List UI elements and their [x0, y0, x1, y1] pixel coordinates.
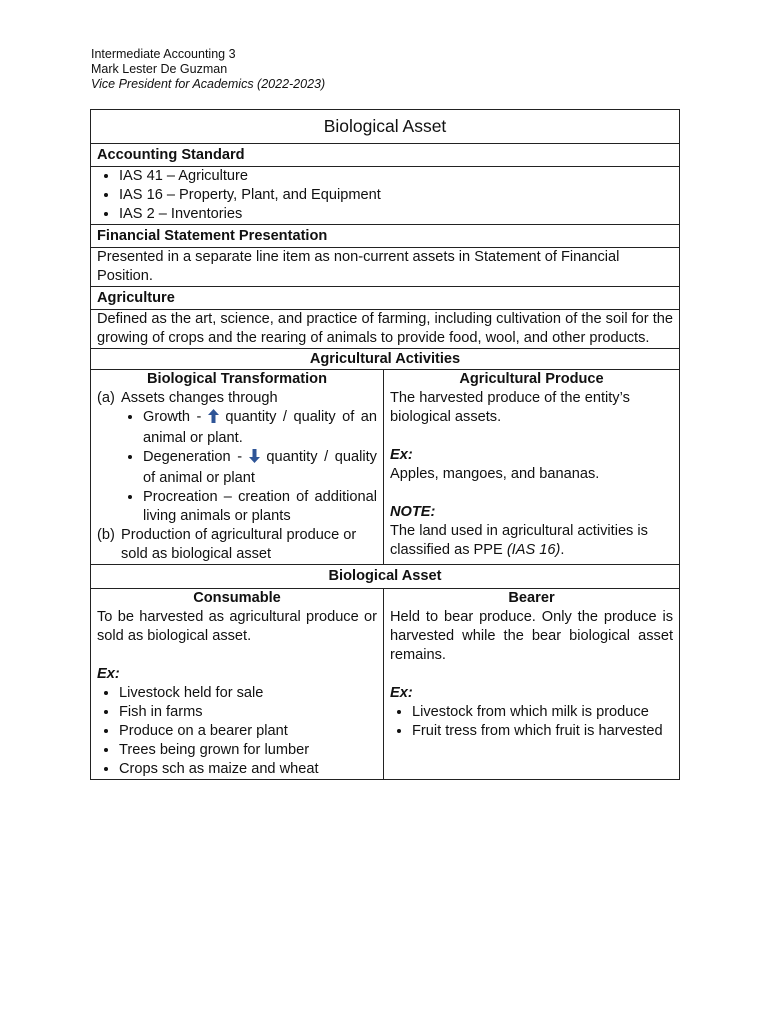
list-item: • Produce on a bearer plant: [119, 722, 377, 741]
consumable-heading: Consumable: [193, 590, 281, 606]
note-end: .: [560, 542, 565, 558]
bearer-example-list: [390, 703, 673, 741]
accounting-standard-list: [97, 167, 673, 224]
bearer-definition: Held to bear produce. Only the produce is harvested while the bear biological asset remains.: [390, 609, 674, 663]
bearer-example-label: Ex:: [390, 685, 413, 701]
item-text: Assets changes through: [121, 390, 278, 406]
list-item: • IAS 16 – Property, Plant, and Equipment: [119, 186, 673, 205]
accounting-standard-list-cell: [91, 167, 680, 225]
transformation-item-a: [97, 389, 377, 408]
course-name: Intermediate Accounting 3: [91, 47, 236, 61]
produce-example-text: Apples, mangoes, and bananas.: [390, 466, 600, 482]
agricultural-produce-heading: Agricultural Produce: [459, 371, 604, 387]
growth-text: quantity / quality of an animal or plant.: [143, 409, 377, 446]
document-header: [91, 47, 325, 92]
procreation-item: • Procreation – creation of additional living animals or plants: [143, 488, 377, 526]
biological-asset-heading: Biological Asset: [91, 565, 680, 589]
biological-transformation-heading: Biological Transformation: [146, 371, 327, 387]
growth-item: [143, 408, 377, 448]
item-text: Production of agricultural produce or sold as biological asset: [121, 527, 357, 562]
produce-note-label: NOTE:: [390, 504, 436, 520]
item-label: (a): [97, 390, 115, 406]
agricultural-activities-heading: Agricultural Activities: [91, 349, 680, 370]
transformation-sub-list: [97, 408, 377, 526]
consumable-example-list: [97, 684, 377, 779]
fs-presentation-text: Presented in a separate line item as non-current assets in Statement of Financial Position.: [91, 248, 680, 287]
bearer-heading: Bearer: [508, 590, 555, 606]
author-role: Vice President for Academics (2022-2023): [91, 77, 326, 91]
arrow-up-icon: [208, 409, 219, 429]
list-item: • Fish in farms: [119, 703, 377, 722]
note-body: The land used in agricultural activities is classified as PPE: [390, 523, 648, 558]
list-item: • Livestock held for sale: [119, 684, 377, 703]
list-item: • Crops sch as maize and wheat: [119, 760, 377, 779]
arrow-down-icon: [249, 449, 260, 469]
table-title: Biological Asset: [91, 110, 680, 144]
produce-definition: The harvested produce of the entity’s biological assets.: [390, 390, 630, 425]
item-label: (b): [97, 527, 115, 543]
agriculture-text: Defined as the art, science, and practice of farming, including cultivation of the soil for the growing of crops and the rearing of animals to provide food, wool, and other products.: [91, 310, 680, 349]
degeneration-label: Degeneration -: [143, 449, 249, 465]
produce-example-label: Ex:: [390, 447, 413, 463]
list-item: • Livestock from which milk is produce: [412, 703, 673, 722]
author-name: Mark Lester De Guzman: [91, 62, 228, 76]
biological-transformation-cell: [91, 370, 384, 565]
produce-note-text: [390, 522, 673, 560]
transformation-item-b: [97, 526, 377, 564]
accounting-standard-heading: Accounting Standard: [91, 144, 680, 167]
agriculture-heading: Agriculture: [91, 287, 680, 310]
growth-label: Growth -: [143, 409, 208, 425]
list-item: • Trees being grown for lumber: [119, 741, 377, 760]
list-item: • IAS 41 – Agriculture: [119, 167, 673, 186]
list-item: • Fruit tress from which fruit is harvested: [412, 722, 673, 741]
fs-presentation-heading: Financial Statement Presentation: [91, 225, 680, 248]
degeneration-text: quantity / quality of animal or plant: [143, 449, 377, 486]
note-reference: (IAS 16): [506, 542, 561, 558]
degeneration-item: [143, 448, 377, 488]
biological-asset-table: [90, 109, 680, 780]
consumable-cell: [91, 589, 384, 780]
consumable-definition: To be harvested as agricultural produce or sold as biological asset.: [97, 609, 377, 644]
agricultural-produce-cell: [384, 370, 680, 565]
list-item: • IAS 2 – Inventories: [119, 205, 673, 224]
bearer-cell: [384, 589, 680, 780]
consumable-example-label: Ex:: [97, 666, 120, 682]
